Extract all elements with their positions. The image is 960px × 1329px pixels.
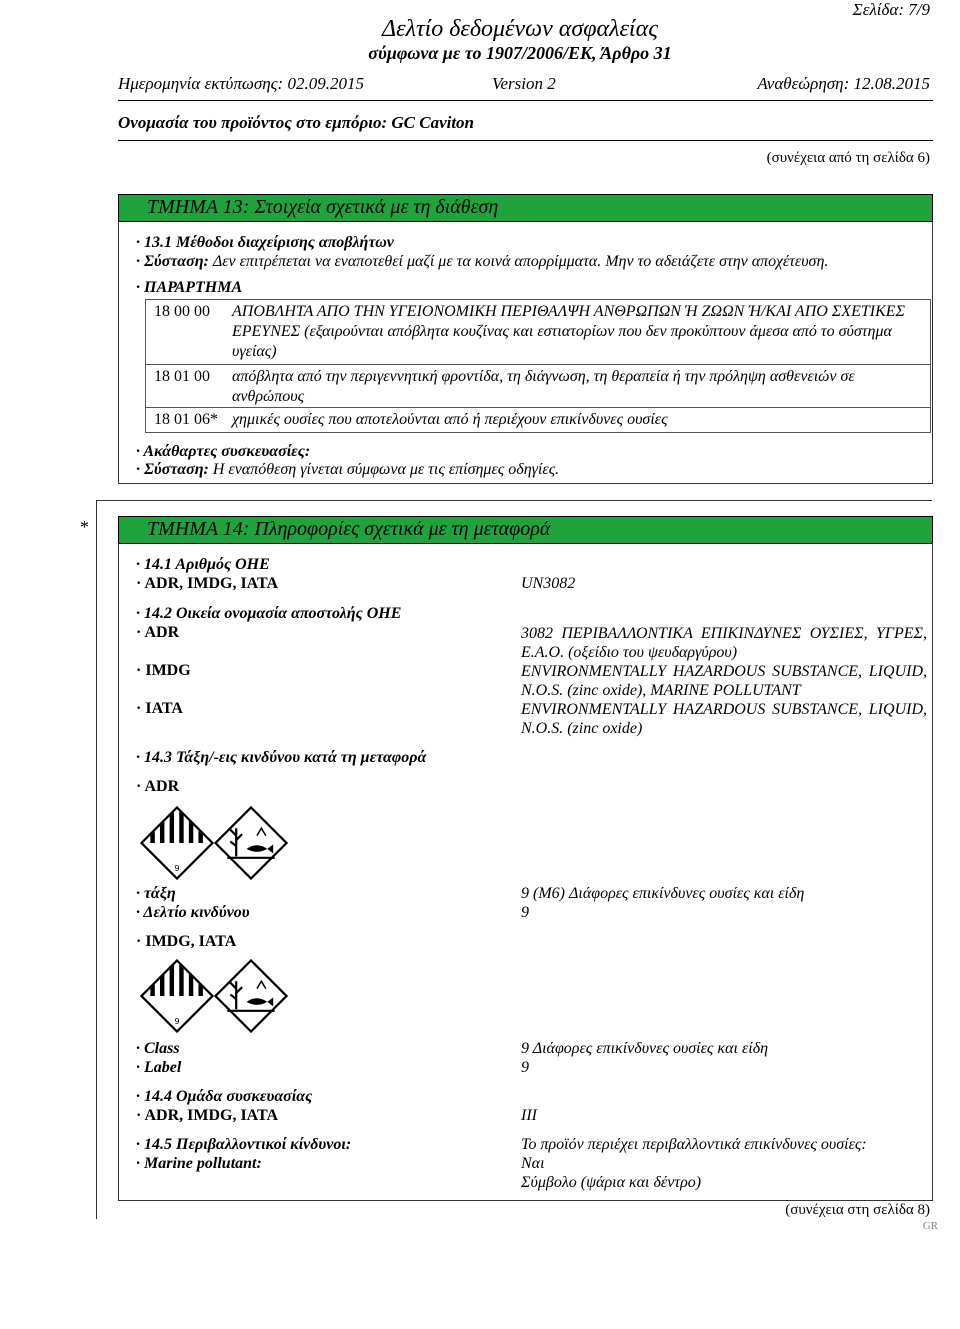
adr-class-label: · τάξη [136,885,176,902]
marine-pollutant-label: · Marine pollutant: [136,1155,262,1172]
marine-pollutant-value: Ναι [521,1155,545,1172]
revision-date: Αναθεώρηση: 12.08.2015 [757,74,930,93]
waste-code-table [145,299,931,433]
table-row [146,300,931,365]
environmental-hazard-icon [214,959,288,1033]
label-label: · Label [136,1059,182,1076]
adr-shipping-name: 3082 ΠΕΡΙΒΑΛΛΟΝΤΙΚΑ ΕΠΙΚΙΝΔΥΝΕΣ ΟΥΣΙΕΣ, ΥΓΡΕΣ, Ε.Α.Ο. (οξείδιο του ψευδαργύρου) [521,625,927,661]
adr-hazard-label: · Δελτίο κινδύνου [136,904,250,921]
recommendation-text: Δεν επιτρέπεται να εναποτεθεί μαζί με τα κοινά απορρίμματα. Μην το αδειάζετε στην αποχέτευση. [212,253,829,270]
table-row [146,408,931,433]
hazard-class-heading: · 14.3 Τάξη/-εις κινδύνου κατά τη μεταφορά [136,749,427,766]
adr-hazard-value: 9 [521,904,529,921]
waste-code: 18 01 06* [146,408,233,433]
section14-title: ΤΜΗΜΑ 14: Πληροφορίες σχετικά με τη μεταφορά [147,518,551,540]
pictogram-class-number: 9 [174,863,180,874]
marine-pollutant-symbol: Σύμβολο (ψάρια και δέντρο) [521,1174,702,1191]
un-number-label: · ADR, IMDG, IATA [136,575,279,592]
waste-methods-heading: · 13.1 Μέθοδοι διαχείρισης αποβλήτων [136,234,394,251]
packing-group-heading: · 14.4 Ομάδα συσκευασίας [136,1088,313,1105]
header-rule [118,100,933,101]
imdg-shipping-name: ENVIRONMENTALLY HAZARDOUS SUBSTANCE, LIQUID, N.O.S. (zinc oxide), MARINE POLLUTANT [521,663,927,699]
version: Version 2 [492,74,556,93]
un-number-value: UN3082 [521,575,576,592]
waste-description: απόβλητα από την περιγεννητική φροντίδα, τη διάγνωση, τη θεραπεία ή την πρόληψη ασθενειών σε ανθρώπους [232,365,931,408]
section14-banner [118,516,933,544]
class-label: · Class [136,1040,180,1057]
label-value: 9 [521,1059,529,1076]
packing-group-label: · ADR, IMDG, IATA [136,1107,279,1124]
recommendation-text: Η εναπόθεση γίνεται σύμφωνα με τις επίσημες οδηγίες. [212,461,560,478]
waste-description: χημικές ουσίες που αποτελούνται από ή περιέχουν επικίνδυνες ουσίες [232,408,931,433]
un-number-heading: · 14.1 Αριθμός ΟΗΕ [136,556,270,573]
recommendation-label: · Σύσταση: [136,253,209,270]
change-marker: * [80,517,89,537]
environmental-hazards-heading: · 14.5 Περιβαλλοντικοί κίνδυνοι: [136,1136,352,1153]
waste-description: ΑΠΟΒΛΗΤΑ ΑΠΟ ΤΗΝ ΥΓΕΙΟΝΟΜΙΚΗ ΠΕΡΙΘΑΛΨΗ ΑΝΘΡΩΠΩΝ Ή ΖΩΩΝ Ή/ΚΑΙ ΑΠΟ ΣΧΕΤΙΚΕΣ ΕΡΕΥΝΕΣ (εξαιρούνται απόβλητα κουζίνας και εστιατορίων που δεν προκύπτουν άμεσα από το σύστημα υγείας) [232,300,931,365]
shipping-name-heading: · 14.2 Οικεία ονομασία αποστολής ΟΗΕ [136,605,402,622]
adr-label: · ADR [136,778,180,795]
imdg-label: · IMDG [136,662,191,679]
document-title: Δελτίο δεδομένων ασφαλείας [382,16,658,42]
continued-from: (συνέχεια από τη σελίδα 6) [766,150,930,166]
class9-pictogram-icon [140,959,214,1033]
waste-code: 18 01 00 [146,365,233,408]
section13-banner [118,194,933,222]
adr-class-value: 9 (M6) Διάφορες επικίνδυνες ουσίες και είδη [521,885,805,902]
recommendation-label: · Σύσταση: [136,461,209,478]
language-code: GR [922,1220,938,1232]
environmental-hazards-value: Το προϊόν περιέχει περιβαλλοντικά επικίνδυνες ουσίες: [521,1136,867,1153]
adr-label: · ADR [136,624,180,641]
print-date: Ημερομηνία εκτύπωσης: 02.09.2015 [118,74,364,93]
page-number: Σελίδα: 7/9 [852,0,930,19]
annex-heading: · ΠΑΡΑΡΤΗΜΑ [136,279,243,296]
packing-group-value: III [521,1107,537,1124]
uncleaned-packaging-heading: · Ακάθαρτες συσκευασίες: [136,443,311,460]
class-value: 9 Διάφορες επικίνδυνες ουσίες και είδη [521,1040,769,1057]
environmental-hazard-icon [214,806,288,880]
iata-shipping-name: ENVIRONMENTALLY HAZARDOUS SUBSTANCE, LIQUID, N.O.S. (zinc oxide) [521,701,927,737]
imdg-iata-label: · IMDG, IATA [136,933,237,950]
product-name: Ονομασία του προϊόντος στο εμπόριο: GC Caviton [118,113,475,132]
product-rule [118,140,933,141]
table-row [146,365,931,408]
pictogram-class-number: 9 [174,1016,180,1027]
document-subtitle: σύμφωνα με το 1907/2006/ΕΚ, Άρθρο 31 [368,43,672,63]
waste-code: 18 00 00 [146,300,233,365]
class9-pictogram-icon [140,806,214,880]
section13-title: ΤΜΗΜΑ 13: Στοιχεία σχετικά με τη διάθεση [147,196,499,218]
continued-on: (συνέχεια στη σελίδα 8) [785,1202,930,1218]
iata-label: · IATA [136,700,183,717]
